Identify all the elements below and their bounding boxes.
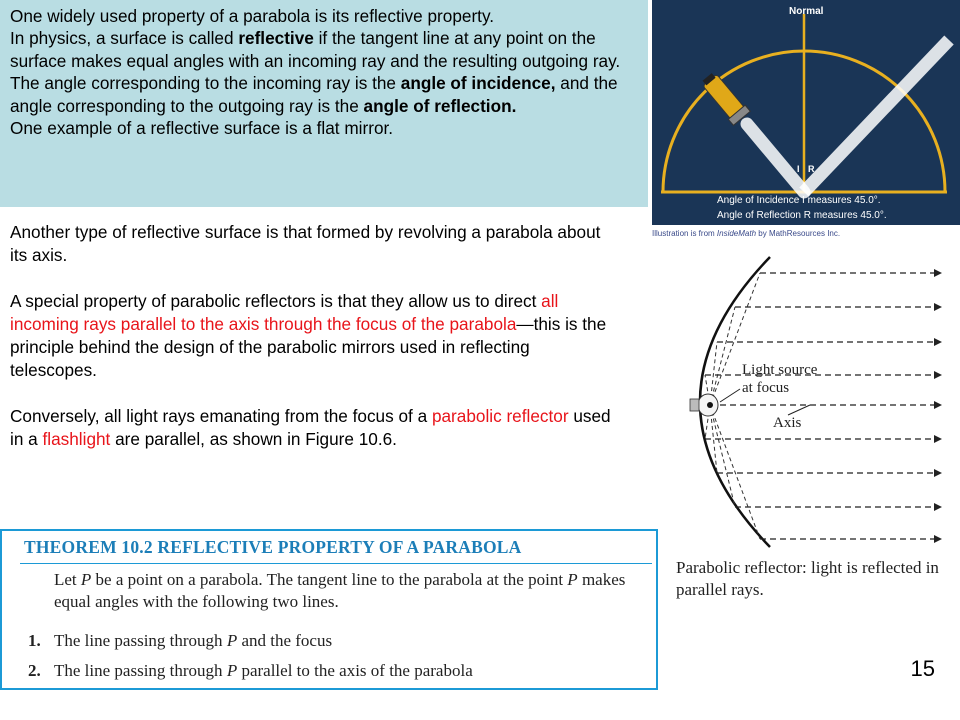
normal-label: Normal <box>789 6 824 17</box>
intro-text <box>10 5 646 139</box>
reflection-measure: Angle of Reflection R measures 45.0°. <box>717 210 887 221</box>
parabolic-reflector-figure <box>660 247 960 607</box>
intro-line-1: One widely used property of a parabola is its reflective property. <box>10 6 495 26</box>
paragraph-flashlight: Conversely, all light rays emanating from the focus of a parabolic reflector used in a flashlight are parallel, as shown in Figure 10.6. <box>10 406 611 449</box>
theorem-item-2: 2. The line passing through P parallel to the axis of the parabola <box>28 661 473 680</box>
intro-paragraph-reflective: In physics, a surface is called reflective if the tangent line at any point on the surface makes equal angles with an incoming ray and the resulting outgoing ray. <box>10 28 621 71</box>
light-source-label: Light source <box>742 362 818 378</box>
body-text <box>10 221 620 474</box>
reflector-diagram <box>660 247 960 557</box>
reflection-illustration <box>649 0 960 243</box>
reflector-caption: Parabolic reflector: light is reflected in parallel rays. <box>676 558 939 599</box>
theorem-heading: THEOREM 10.2 REFLECTIVE PROPERTY OF A PARABOLA <box>24 537 522 557</box>
theorem-statement: Let P be a point on a parabola. The tangent line to the parabola at the point P makes equal angles with the following two lines. <box>54 570 626 611</box>
light-source-pointer <box>720 389 740 402</box>
at-focus-label: at focus <box>742 380 790 396</box>
theorem-box <box>0 529 658 690</box>
axis-label: Axis <box>773 415 802 431</box>
axis-pointer <box>788 405 810 415</box>
theorem-rule <box>20 563 652 564</box>
theorem-list <box>28 626 473 686</box>
parallel-rays <box>705 273 940 539</box>
illustration-credit: Illustration is from InsideMath by MathResources Inc. <box>652 229 841 238</box>
incidence-angle-label: I <box>797 164 800 174</box>
page-number: 15 <box>910 656 935 681</box>
light-bulb-icon <box>690 394 718 416</box>
axis-arrowhead <box>934 401 942 409</box>
paragraph-special-property: A special property of parabolic reflectors is that they allow us to direct all incoming rays parallel to the axis through the focus of the parabola—this is the principle behind the design of the parabolic mirrors used in reflecting telescopes. <box>10 291 607 380</box>
intro-panel <box>0 0 648 207</box>
reflection-angle-label: R <box>808 164 815 174</box>
incidence-measure: Angle of Incidence I measures 45.0°. <box>717 195 881 206</box>
theorem-item-1: 1. The line passing through P and the focus <box>28 631 333 650</box>
paragraph-revolving: Another type of reflective surface is that formed by revolving a parabola about its axis. <box>10 222 601 265</box>
reflection-diagram <box>649 0 960 243</box>
intro-paragraph-angles: The angle corresponding to the incoming ray is the angle of incidence, and the angle corresponding to the outgoing ray is the angle of reflection. <box>10 73 618 116</box>
intro-line-mirror: One example of a reflective surface is a flat mirror. <box>10 118 394 139</box>
